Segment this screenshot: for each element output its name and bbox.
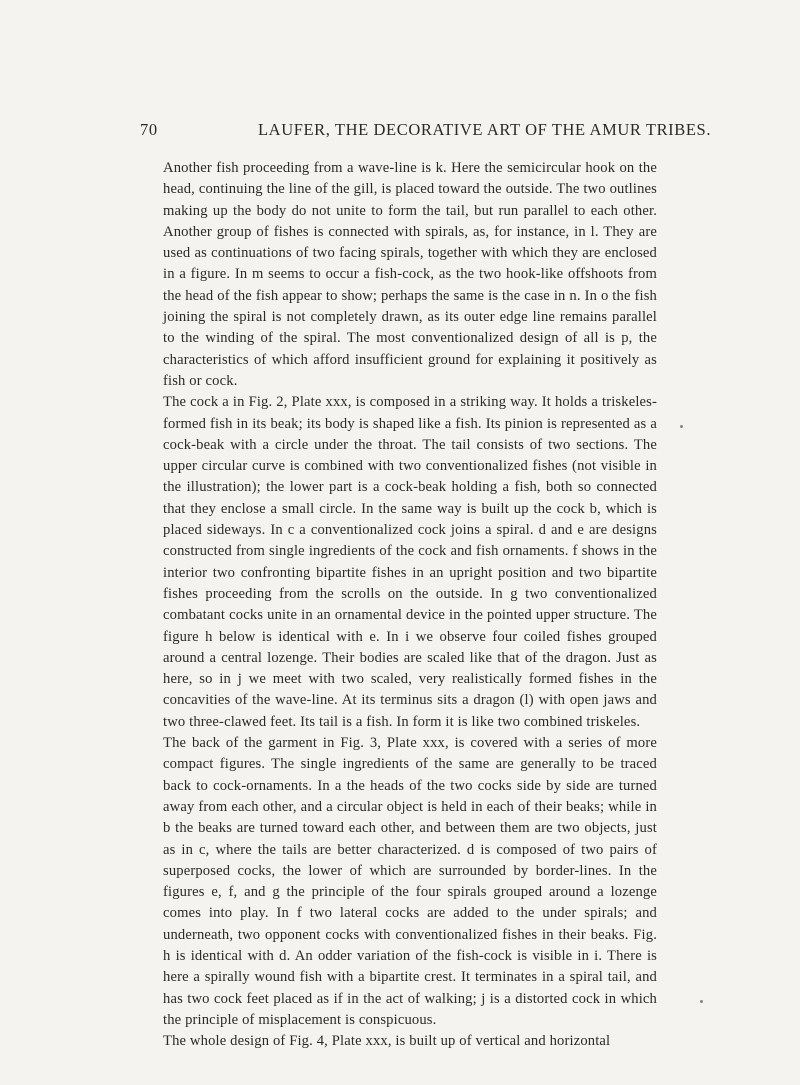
page-number: 70 (140, 120, 158, 139)
paragraph: The cock a in Fig. 2, Plate xxx, is composed in a striking way. It holds a triskeles-formed fish in its beak; its body is shaped like a fish. Its pinion is represented as a cock-beak with a circle under the throat. The tail consists of two sections. The upper circular curve is combined with two conventionalized fishes (not visible in the illustration); the lower part is a cock-beak holding a fish, both so connected that they enclose a small circle. In the same way is built up the cock b, which is placed sideways. In c a conventionalized cock joins a spiral. d and e are designs constructed from single ingredients of the cock and fish ornaments. f shows in the interior two confronting bipartite fishes in an upright position and two bipartite fishes proceeding from the scrolls on the outside. In g two conventionalized combatant cocks unite in an ornamental device in the pointed upper structure. The figure h below is identical with e. In i we observe four coiled fishes grouped around a central lozenge. Their bodies are scaled like that of the dragon. Just as here, so in j we meet with two scaled, very realistically formed fishes in the concavities of the wave-line. At its terminus sits a dragon (l) with open jaws and two three-clawed feet. Its tail is a fish. In form it is like two combined triskeles. (163, 394, 657, 730)
paragraph: Another fish proceeding from a wave-line is k. Here the semicircular hook on the head, continuing the line of the gill, is placed toward the outside. The two outlines making up the body do not unite to form the tail, but run parallel to each other. Another group of fishes is connected with spirals, as, for instance, in l. They are used as continuations of two facing spirals, together with which they are enclosed in a figure. In m seems to occur a fish-cock, as the two hook-like offshoots from the head of the fish appear to show; perhaps the same is the case in n. In o the fish joining the spiral is not completely drawn, as its outer edge line remains parallel to the winding of the spiral. The most conventionalized design of all is p, the characteristics of which afford insufficient ground for explaining it positively as fish or cock. (163, 160, 657, 389)
paragraph: The back of the garment in Fig. 3, Plate xxx, is covered with a series of more compact figures. The single ingredients of the same are generally to be traced back to cock-ornaments. In a the heads of the two cocks side by side are turned away from each other, and a circular object is held in each of their beaks; while in b the beaks are turned toward each other, and between them are two objects, just as in c, where the tails are better characterized. d is composed of two pairs of superposed cocks, the lower of which are surrounded by border-lines. In the figures e, f, and g the principle of the four spirals grouped around a lozenge comes into play. In f two lateral cocks are added to the under spirals; and underneath, two opponent cocks with conventionalized fishes in their beaks. Fig. h is identical with d. An odder variation of the fish-cock is visible in i. There is here a spirally wound fish with a bipartite crest. It terminates in a spiral tail, and has two cock feet placed as if in the act of walking; j is a distorted cock in which the principle of misplacement is conspicuous. (163, 735, 657, 1028)
running-header (140, 120, 712, 144)
paper-speck (700, 1000, 703, 1003)
paragraph: The whole design of Fig. 4, Plate xxx, is built up of vertical and horizontal (163, 1033, 611, 1050)
running-head-title: LAUFER, THE DECORATIVE ART OF THE AMUR TRIBES. (258, 120, 712, 139)
body-text (163, 158, 657, 1052)
paper-speck (680, 425, 683, 428)
